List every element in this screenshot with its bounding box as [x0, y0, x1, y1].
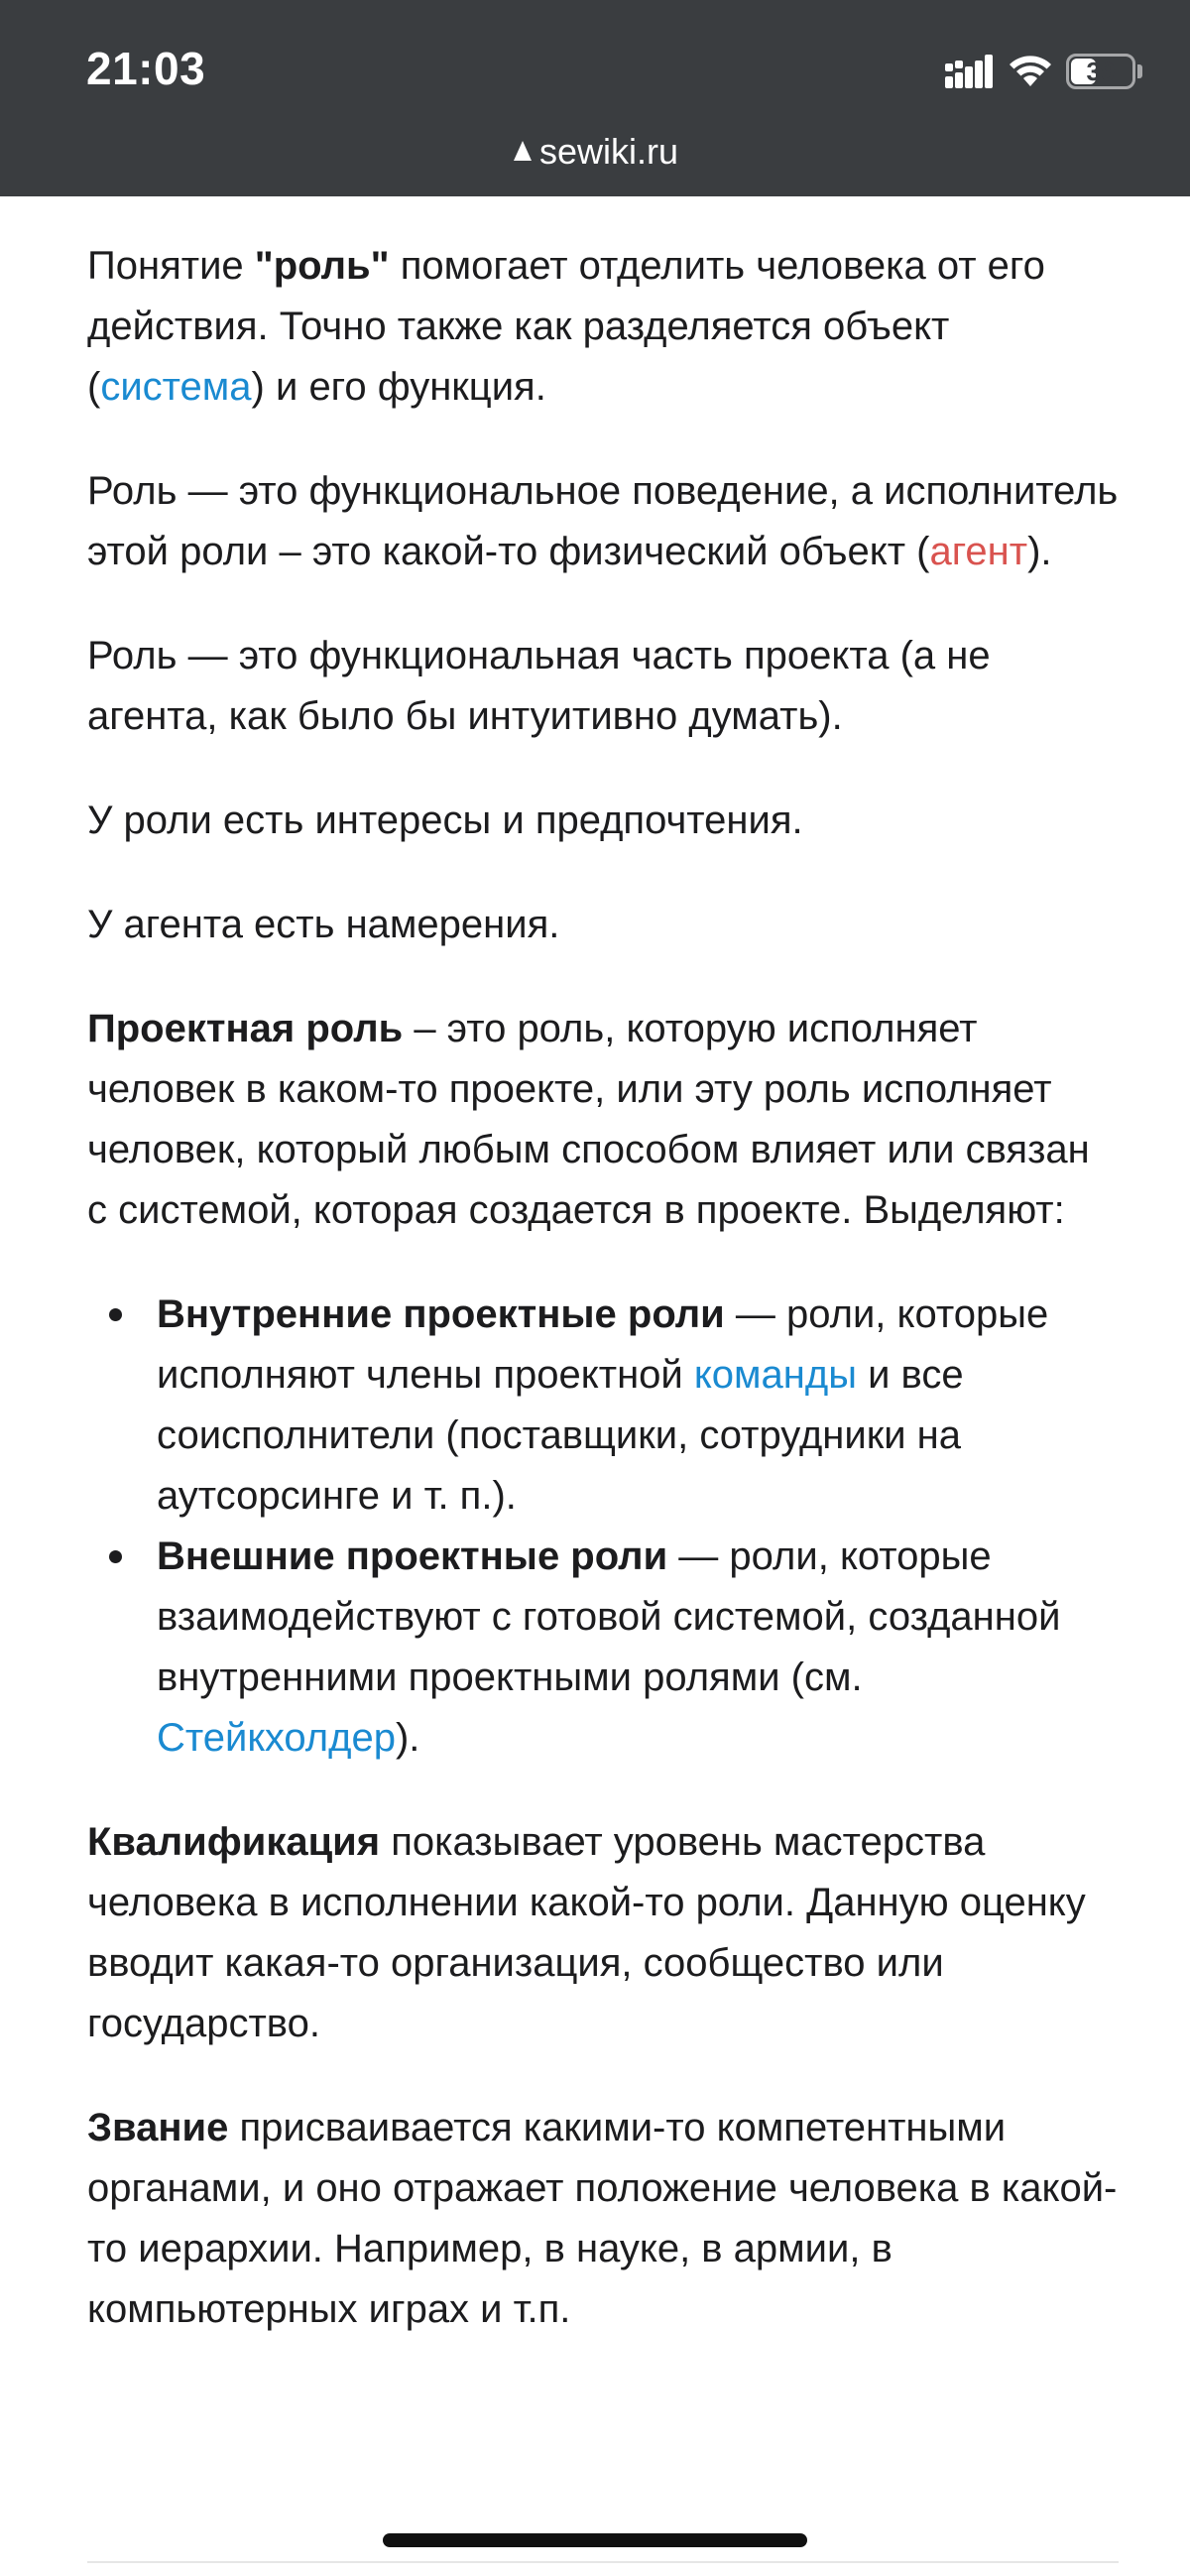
signal-icon	[945, 55, 995, 88]
paragraph-rank: Звание присваивается какими-то компетентными органами, и оно отражает положение человека в какой-то иерархии. Например, в науке, в армии, в компьютерных играх и т.п.	[87, 2106, 1118, 2331]
content-divider	[87, 2561, 1119, 2563]
list-item: Внешние проектные роли — роли, которые взаимодействуют с готовой системой, созданной внутренними проектными ролями (см. Стейкхолдер).	[87, 1527, 1119, 1769]
paragraph-agent-intentions: У агента есть намерения.	[87, 903, 560, 946]
browser-chrome	[0, 0, 1190, 196]
status-time: 21:03	[86, 43, 206, 94]
status-icons	[945, 48, 1142, 95]
wifi-icon	[1009, 55, 1052, 88]
lock-icon	[512, 139, 534, 163]
battery-level: 39	[1086, 56, 1116, 86]
link-agent[interactable]: агент	[929, 530, 1028, 573]
battery-cap	[1137, 64, 1142, 78]
article-content	[87, 236, 1119, 2384]
battery-icon	[1066, 54, 1135, 89]
project-roles-list	[87, 1285, 1119, 1769]
url-text: sewiki.ru	[538, 131, 679, 172]
bullet-icon	[109, 1550, 122, 1563]
address-bar[interactable]	[0, 131, 1190, 173]
link-komandy[interactable]: команды	[693, 1353, 857, 1397]
paragraph-role-interests: У роли есть интересы и предпочтения.	[87, 798, 803, 842]
paragraph-role-behavior: Роль — это функциональное поведение, а исполнитель этой роли – это какой-то физический объект (агент).	[87, 469, 1119, 573]
paragraph-qualification: Квалификация показывает уровень мастерства человека в исполнении какой-то роли. Данную оценку вводит какая-то организация, сообщество или государство.	[87, 1820, 1086, 2045]
link-sistema[interactable]: система	[100, 365, 252, 409]
bullet-icon	[109, 1308, 122, 1321]
paragraph-role-concept: Понятие "роль" помогает отделить человека от его действия. Точно также как разделяется объект (система) и его функция.	[87, 244, 1045, 409]
paragraph-role-functional-part: Роль — это функциональная часть проекта (а не агента, как было бы интуитивно думать).	[87, 634, 991, 738]
paragraph-project-role: Проектная роль – это роль, которую исполняет человек в каком-то проекте, или эту роль исполняет человек, который любым способом влияет или связан с системой, которая создается в проекте. Выделяют:	[87, 1007, 1090, 1232]
link-steykholder[interactable]: Стейкхолдер	[157, 1716, 396, 1760]
home-indicator[interactable]	[383, 2533, 807, 2547]
list-item: Внутренние проектные роли — роли, которые исполняют члены проектной команды и все соисполнители (поставщики, сотрудники на аутсорсинге и т. п.).	[87, 1285, 1119, 1527]
